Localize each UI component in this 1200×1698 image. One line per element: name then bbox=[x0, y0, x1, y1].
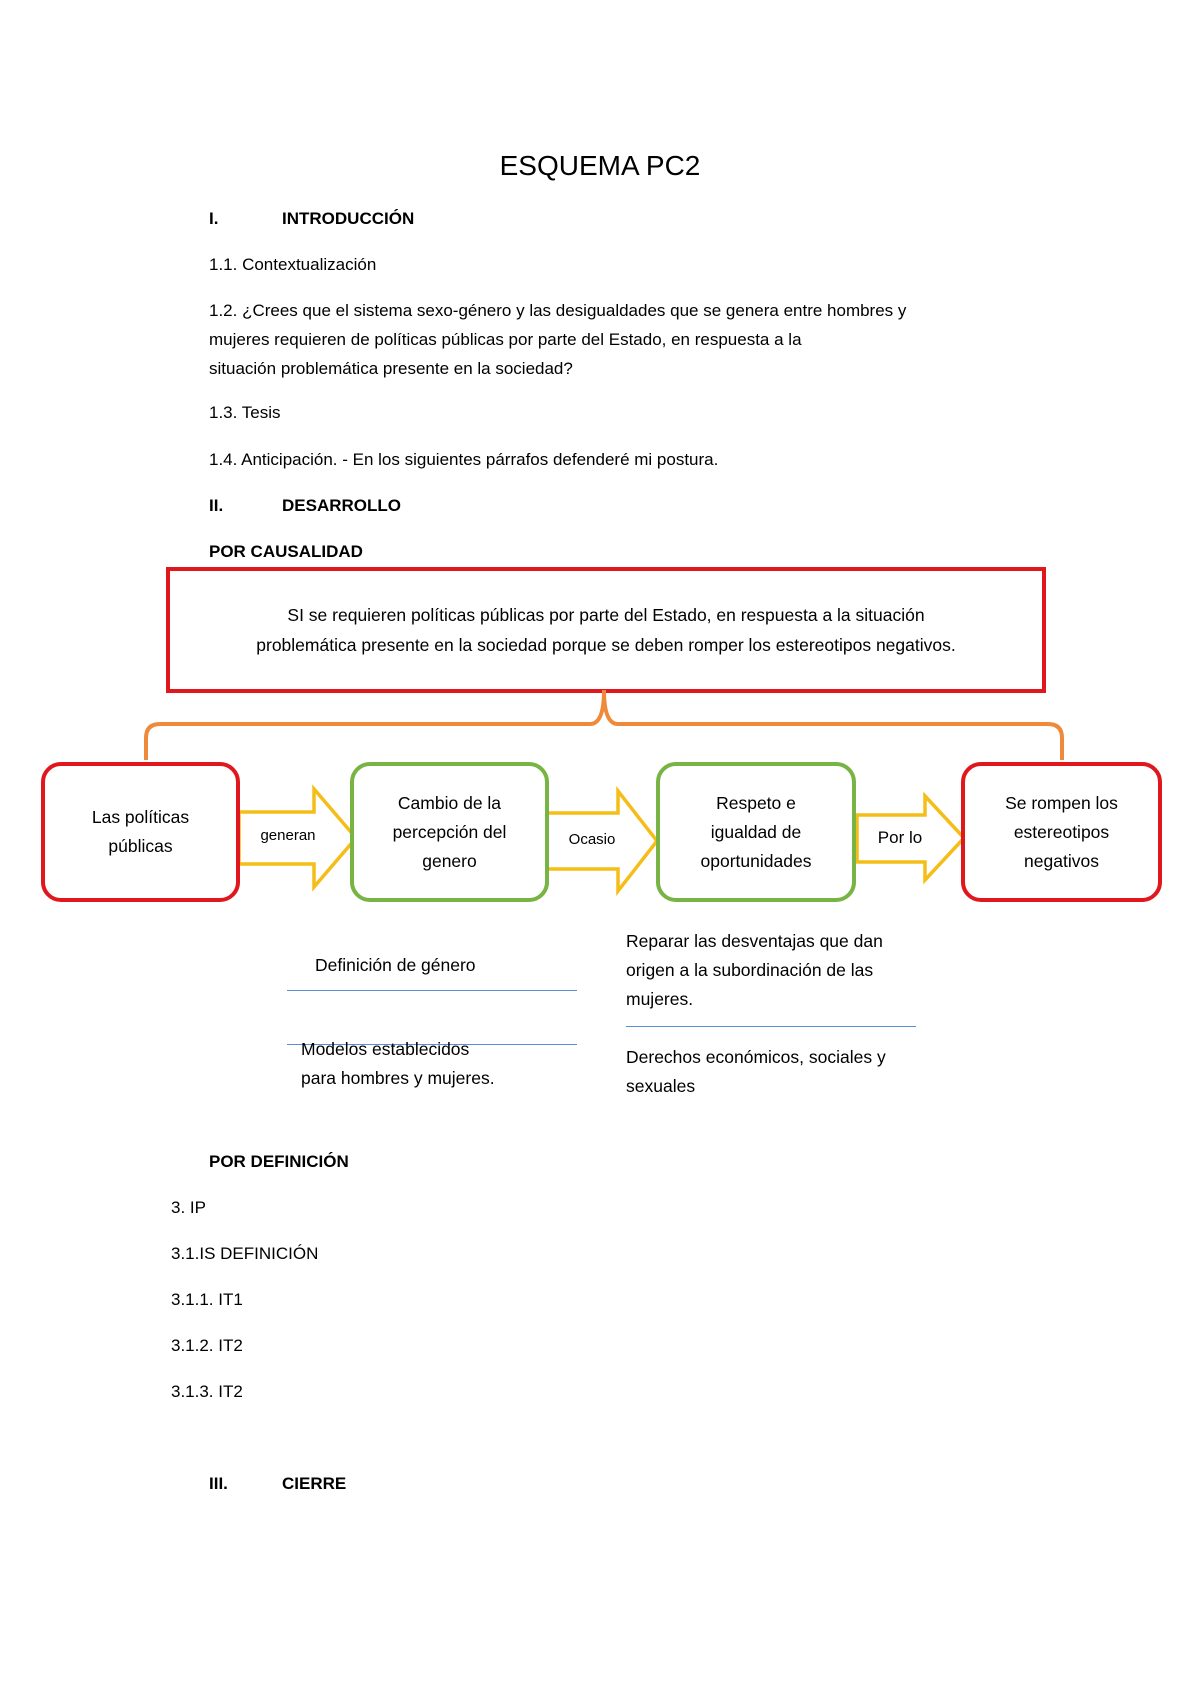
box-2-line-1: Cambio de la bbox=[397, 792, 502, 813]
note-derechos-line-1: Derechos económicos, sociales y bbox=[626, 1047, 886, 1067]
definicion-item-5: 3.1.3. IT2 bbox=[171, 1382, 243, 1401]
arrow-label-generan: generan bbox=[260, 827, 316, 844]
note-reparar-line-2: origen a la subordinación de las bbox=[626, 960, 874, 980]
box-cambio-percepcion bbox=[350, 762, 549, 902]
box-1-line-2: públicas bbox=[108, 836, 173, 856]
box-3-line-3: oportunidades bbox=[700, 850, 812, 871]
page-title: ESQUEMA PC2 bbox=[499, 150, 701, 181]
definicion-item-4: 3.1.2. IT2 bbox=[171, 1336, 243, 1355]
box-2-line-2: percepción del bbox=[392, 821, 507, 842]
causalidad-heading: POR CAUSALIDAD bbox=[209, 542, 363, 561]
box-se-rompen-estereotipos bbox=[961, 762, 1162, 902]
box-respeto-igualdad bbox=[656, 762, 856, 902]
desarrollo-numeral: II. bbox=[209, 496, 224, 515]
note-reparar-line-3: mujeres. bbox=[626, 989, 694, 1009]
intro-item-4: 1.4. Anticipación. - En los siguientes párrafos defenderé mi postura. bbox=[209, 450, 719, 469]
arrow-label-ocasio: Ocasio bbox=[568, 831, 616, 848]
arrow-label-por-lo: Por lo bbox=[877, 828, 923, 847]
definicion-item-2: 3.1.IS DEFINICIÓN bbox=[171, 1244, 319, 1263]
divider-line bbox=[287, 990, 577, 991]
intro-heading: INTRODUCCIÓN bbox=[282, 209, 415, 228]
intro-item-2-line-3: situación problemática presente en la sociedad? bbox=[209, 359, 573, 378]
box-4-line-2: estereotipos bbox=[1013, 821, 1110, 842]
intro-item-1: 1.1. Contextualización bbox=[209, 255, 377, 274]
intro-item-3: 1.3. Tesis bbox=[209, 403, 281, 422]
cierre-numeral: III. bbox=[209, 1474, 228, 1493]
note-modelos-line-2: para hombres y mujeres. bbox=[301, 1068, 495, 1088]
note-derechos-line-2: sexuales bbox=[626, 1076, 696, 1096]
intro-item-2-line-1: 1.2. ¿Crees que el sistema sexo-género y las desigualdades que se genera entre hombres y bbox=[209, 301, 907, 320]
note-reparar-line-1: Reparar las desventajas que dan bbox=[626, 931, 883, 951]
desarrollo-heading: DESARROLLO bbox=[282, 496, 401, 515]
box-1-line-1: Las políticas bbox=[91, 807, 190, 827]
intro-numeral: I. bbox=[209, 209, 219, 228]
brace-connector bbox=[146, 690, 1062, 760]
box-2-line-3: genero bbox=[422, 850, 477, 871]
box-politicas-publicas bbox=[41, 762, 240, 902]
thesis-line-1: SI se requieren políticas públicas por parte del Estado, en respuesta a la situación bbox=[287, 605, 925, 625]
box-4-line-3: negativos bbox=[1024, 850, 1099, 871]
cierre-heading: CIERRE bbox=[282, 1474, 347, 1493]
definicion-item-1: 3. IP bbox=[171, 1198, 206, 1217]
intro-item-2-line-2: mujeres requieren de políticas públicas por parte del Estado, en respuesta a la bbox=[209, 330, 802, 349]
definicion-item-3: 3.1.1. IT1 bbox=[171, 1290, 243, 1309]
note-modelos-line-1: Modelos establecidos bbox=[301, 1039, 470, 1059]
box-4-line-1: Se rompen los bbox=[1005, 792, 1118, 813]
thesis-line-2: problemática presente en la sociedad porque se deben romper los estereotipos negativos. bbox=[256, 635, 956, 655]
box-3-line-1: Respeto e bbox=[716, 792, 796, 813]
note-definicion-genero: Definición de género bbox=[315, 955, 476, 975]
box-3-line-2: igualdad de bbox=[710, 821, 802, 842]
definicion-heading: POR DEFINICIÓN bbox=[209, 1152, 349, 1171]
divider-line bbox=[626, 1026, 916, 1027]
